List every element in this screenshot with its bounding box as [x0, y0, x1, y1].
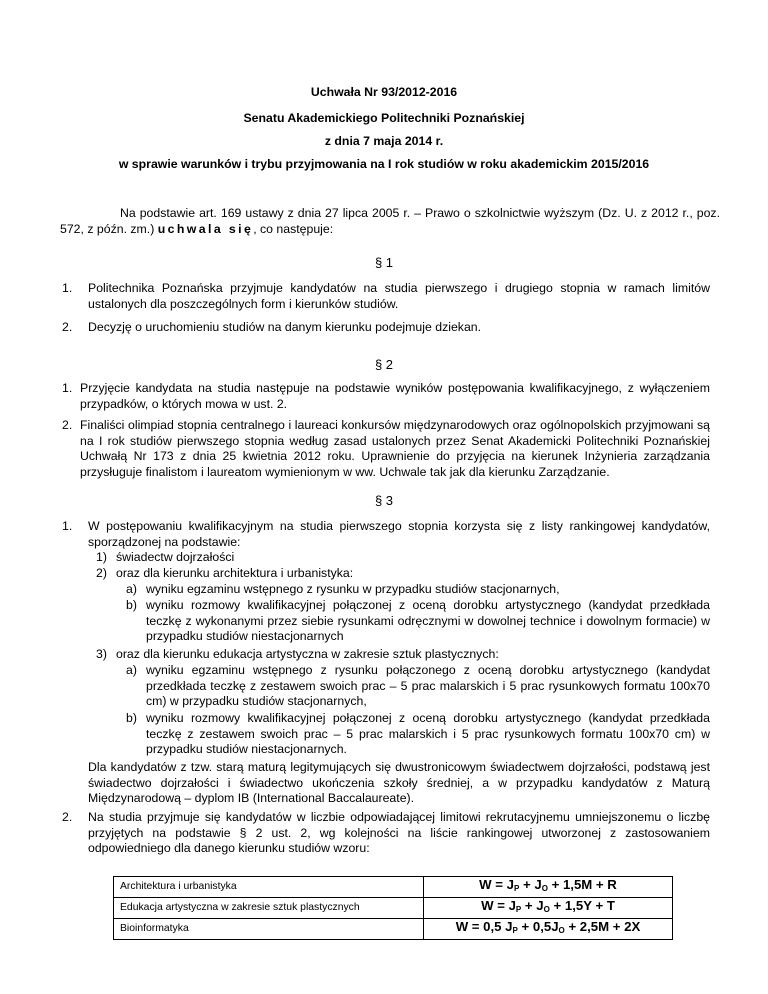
formula-label: Architektura i urbanistyka: [114, 877, 424, 898]
resolution-issuer: Senatu Akademickiego Politechniki Poznańskiej: [243, 111, 525, 125]
section-1-title: § 1: [374, 255, 394, 270]
s1-item1-num: 1.: [62, 281, 73, 295]
s3-item1-intro: W postępowaniu kwalifikacyjnym na studia pierwszego stopnia korzysta się z listy rankingowej kandydatów, sporządzonej na podstawie:: [88, 519, 710, 549]
s3-sub2-text: oraz dla kierunku architektura i urbanistyka:: [116, 566, 354, 580]
preamble-emphasis: uchwala się: [157, 221, 254, 236]
s3-item1-num: 1.: [62, 519, 73, 533]
s3-sub1-text: świadectw dojrzałości: [116, 550, 235, 564]
formula-row-architecture: [114, 877, 673, 898]
s2-item2-num: 2.: [62, 418, 73, 432]
s3-item2-text: Na studia przyjmuje się kandydatów w liczbie odpowiadającej limitowi rekrutacyjnemu umniejszonemu o liczbę przyjętych na podstawie § 2 ust. 2, wg kolejności na liście rankingowej utworzonej z zastosowaniem odpowiedniego dla danego kierunku studiów wzoru:: [88, 810, 710, 855]
s3-sub2a-text: wyniku egzaminu wstępnego z rysunku w przypadku studiów stacjonarnych,: [146, 582, 560, 596]
s3-sub2b-text: wyniku rozmowy kwalifikacyjnej połączonej z oceną dorobku artystycznego (kandydat przedkłada teczkę z wykonanymi przez siebie rysunkami odręcznymi w dowolnej technice i dowolnym formacie) w przypadku studiów niestacjonarnych: [146, 598, 710, 643]
formula-value: $W = J_P + J_O + 1,5M + R$: [424, 877, 673, 898]
s3-note: Dla kandydatów z tzw. starą maturą legitymujących się dwustronicowym świadectwem dojrzałości, podstawą jest świadectwo dojrzałości i świadectwo ukończenia szkoły średniej, a w przypadku kandydatów z Maturą Międzynarodową – dyplom IB (International Baccalaureate).: [88, 760, 710, 805]
s1-item1-text: Politechnika Poznańska przyjmuje kandydatów na studia pierwszego i drugiego stopnia w ramach limitów ustalonych dla poszczególnych form i kierunków studiów.: [88, 281, 710, 311]
preamble-tail: , co następuje:: [253, 221, 334, 236]
s1-item2-text: Decyzję o uruchomieniu studiów na danym kierunku podejmuje dziekan.: [88, 320, 482, 334]
formula-row-bioinformatics: [114, 919, 673, 940]
formula-row-art-education: [114, 898, 673, 919]
formula-label: Bioinformatyka: [114, 919, 424, 940]
section-3-title: § 3: [374, 493, 394, 508]
s2-item2-text: Finaliści olimpiad stopnia centralnego i laureaci konkursów międzynarodowych oraz ogólnopolskich przyjmowani są na I rok studiów pierwszego stopnia według zasad ustalonych przez Senat Akademicki Politechniki Poznańskiej Uchwałą Nr 173 z dnia 25 kwietnia 2012 roku. Uprawnienie do przyjęcia na kierunek Inżynieria zarządzania przysługuje finalistom i laureatom wymienionym w ww. Uchwale tak jak dla kierunku Zarządzanie.: [80, 418, 710, 479]
s2-item1-text: Przyjęcie kandydata na studia następuje na podstawie wyników postępowania kwalifikacyjnego, z wyłączeniem przypadków, o których mowa w ust. 2.: [80, 381, 710, 411]
s3-sub3-num: 3): [96, 647, 107, 661]
formula-label: Edukacja artystyczna w zakresie sztuk plastycznych: [114, 898, 424, 919]
preamble: [60, 206, 720, 237]
resolution-number: Uchwała Nr 93/2012-2016: [310, 85, 458, 99]
s3-sub3a-num: a): [126, 663, 137, 677]
s3-sub3-text: oraz dla kierunku edukacja artystyczna w zakresie sztuk plastycznych:: [116, 647, 499, 661]
formula-value: $W = J_P + J_O + 1,5Y + T$: [424, 898, 673, 919]
resolution-subject: w sprawie warunków i trybu przyjmowania na I rok studiów w roku akademickim 2015/2016: [118, 157, 650, 171]
formula-table: [113, 876, 673, 940]
s3-item2-num: 2.: [62, 810, 73, 824]
s2-item1-num: 1.: [62, 381, 73, 395]
s3-sub3b-num: b): [126, 711, 137, 725]
s3-sub2-num: 2): [96, 566, 107, 580]
s3-sub3b-text: wyniku rozmowy kwalifikacyjnej połączonej z oceną dorobku artystycznego (kandydat przedkłada teczkę z zestawem swoich prac – 5 prac malarskich i 5 prac rysunkowych formatu 100x70 cm) w przypadku studiów niestacjonarnych.: [146, 711, 710, 756]
resolution-date: z dnia 7 maja 2014 r.: [324, 134, 444, 148]
section-2-title: § 2: [374, 357, 394, 372]
s3-sub2b-num: b): [126, 598, 137, 612]
s3-sub3a-text: wyniku egzaminu wstępnego z rysunku połączonego z oceną dorobku artystycznego (kandydat przedkłada teczkę z zestawem swoich prac – 5 prac malarskich i 5 prac rysunkowych formatu 100x70 cm) w przypadku studiów stacjonarnych,: [146, 663, 710, 708]
s1-item2-num: 2.: [62, 320, 73, 334]
s3-sub2a-num: a): [126, 582, 137, 596]
preamble-text: Na podstawie art. 169 ustawy z dnia 27 lipca 2005 r. – Prawo o szkolnictwie wyższym (Dz. U. z 2012 r., poz. 572, z późn. zm.): [60, 206, 720, 236]
formula-value: W = 0,5 $J_P + 0,5J_O + 2,5M + 2X$: [424, 919, 673, 940]
s3-sub1-num: 1): [96, 550, 107, 564]
